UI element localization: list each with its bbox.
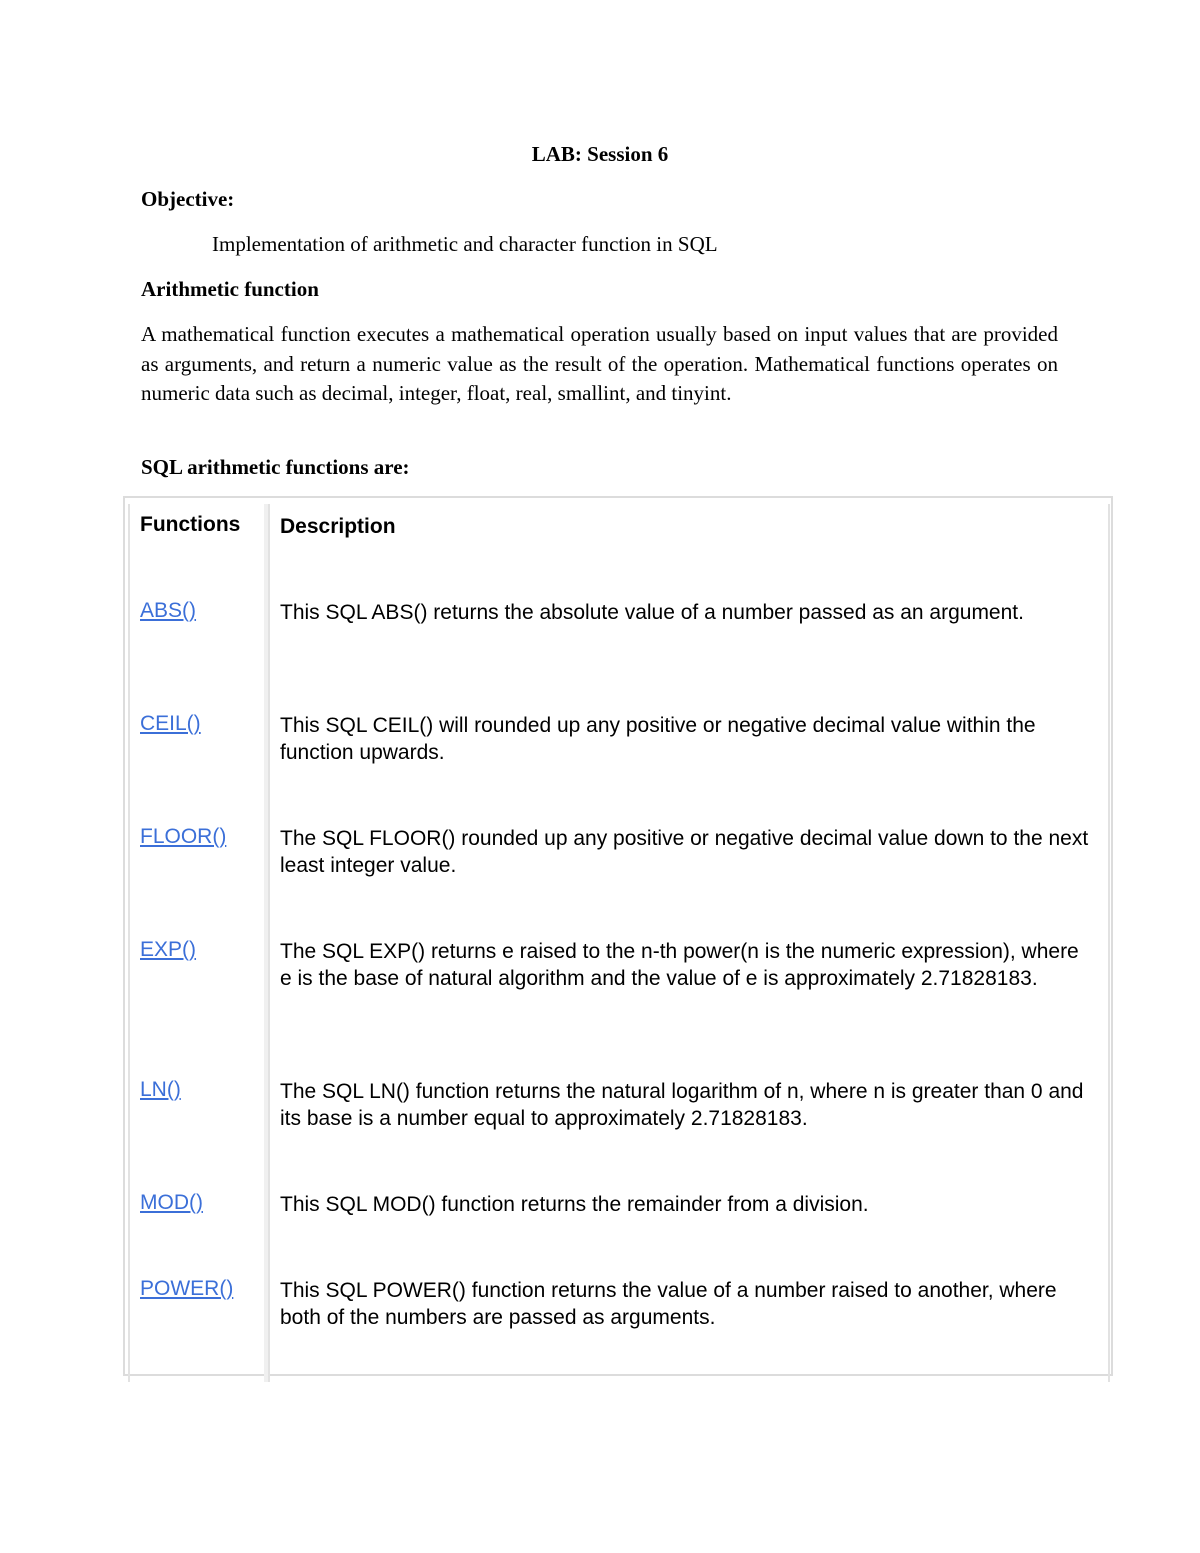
objective-text: Implementation of arithmetic and character function in SQL xyxy=(212,232,718,256)
table-row xyxy=(128,816,1110,929)
header-description xyxy=(268,504,1110,590)
desc-cell xyxy=(268,929,1110,1069)
arithmetic-heading: Arithmetic function xyxy=(141,277,319,301)
table-row xyxy=(128,703,1110,816)
table-row xyxy=(128,590,1110,703)
mod-link[interactable]: MOD() xyxy=(140,1191,203,1214)
func-cell xyxy=(128,590,268,703)
header-functions xyxy=(128,504,268,590)
objective-heading: Objective: xyxy=(141,187,235,211)
sql-functions-heading: SQL arithmetic functions are: xyxy=(141,455,410,479)
ln-link[interactable]: LN() xyxy=(140,1078,181,1101)
desc-cell xyxy=(268,1069,1110,1182)
desc-cell xyxy=(268,816,1110,929)
mod-description: This SQL MOD() function returns the remainder from a division. xyxy=(280,1193,869,1216)
func-cell xyxy=(128,703,268,816)
floor-description: The SQL FLOOR() rounded up any positive or negative decimal value down to the next least integer value. xyxy=(280,827,1089,877)
arithmetic-paragraph: A mathematical function executes a mathematical operation usually based on input values that are provided as arguments, and return a numeric value as the result of the operation. Mathematical functions operates on numeric data such as decimal, integer, float, real, smallint, and tinyint. xyxy=(141,322,1058,405)
exp-description: The SQL EXP() returns e raised to the n-th power(n is the numeric expression), where e is the base of natural algorithm and the value of e is approximately 2.71828183. xyxy=(280,940,1079,990)
ln-description: The SQL LN() function returns the natural logarithm of n, where n is greater than 0 and its base is a number equal to approximately 2.71828183. xyxy=(280,1080,1084,1130)
exp-link[interactable]: EXP() xyxy=(140,938,197,961)
table-row xyxy=(128,929,1110,1069)
desc-cell xyxy=(268,1182,1110,1268)
floor-link[interactable]: FLOOR() xyxy=(140,825,227,848)
ceil-description: This SQL CEIL() will rounded up any positive or negative decimal value within the function upwards. xyxy=(280,714,1036,764)
table-header-row xyxy=(128,504,1110,590)
abs-link[interactable]: ABS() xyxy=(140,599,197,622)
desc-cell xyxy=(268,1268,1110,1382)
header-description-label: Description xyxy=(280,515,396,538)
header-functions-label: Functions xyxy=(140,513,241,536)
page-title: LAB: Session 6 xyxy=(531,142,669,166)
table-row xyxy=(128,1069,1110,1182)
func-cell xyxy=(128,816,268,929)
table-row xyxy=(128,1182,1110,1268)
ceil-link[interactable]: CEIL() xyxy=(140,712,201,735)
power-link[interactable]: POWER() xyxy=(140,1277,234,1300)
power-description: This SQL POWER() function returns the value of a number raised to another, where both of the numbers are passed as arguments. xyxy=(280,1279,1057,1329)
func-cell xyxy=(128,929,268,1069)
functions-table xyxy=(128,504,1110,1382)
table-row xyxy=(128,1268,1110,1382)
func-cell xyxy=(128,1268,268,1382)
func-cell xyxy=(128,1069,268,1182)
func-cell xyxy=(128,1182,268,1268)
desc-cell xyxy=(268,703,1110,816)
desc-cell xyxy=(268,590,1110,703)
functions-table-frame xyxy=(123,496,1113,1376)
abs-description: This SQL ABS() returns the absolute value of a number passed as an argument. xyxy=(280,601,1024,624)
